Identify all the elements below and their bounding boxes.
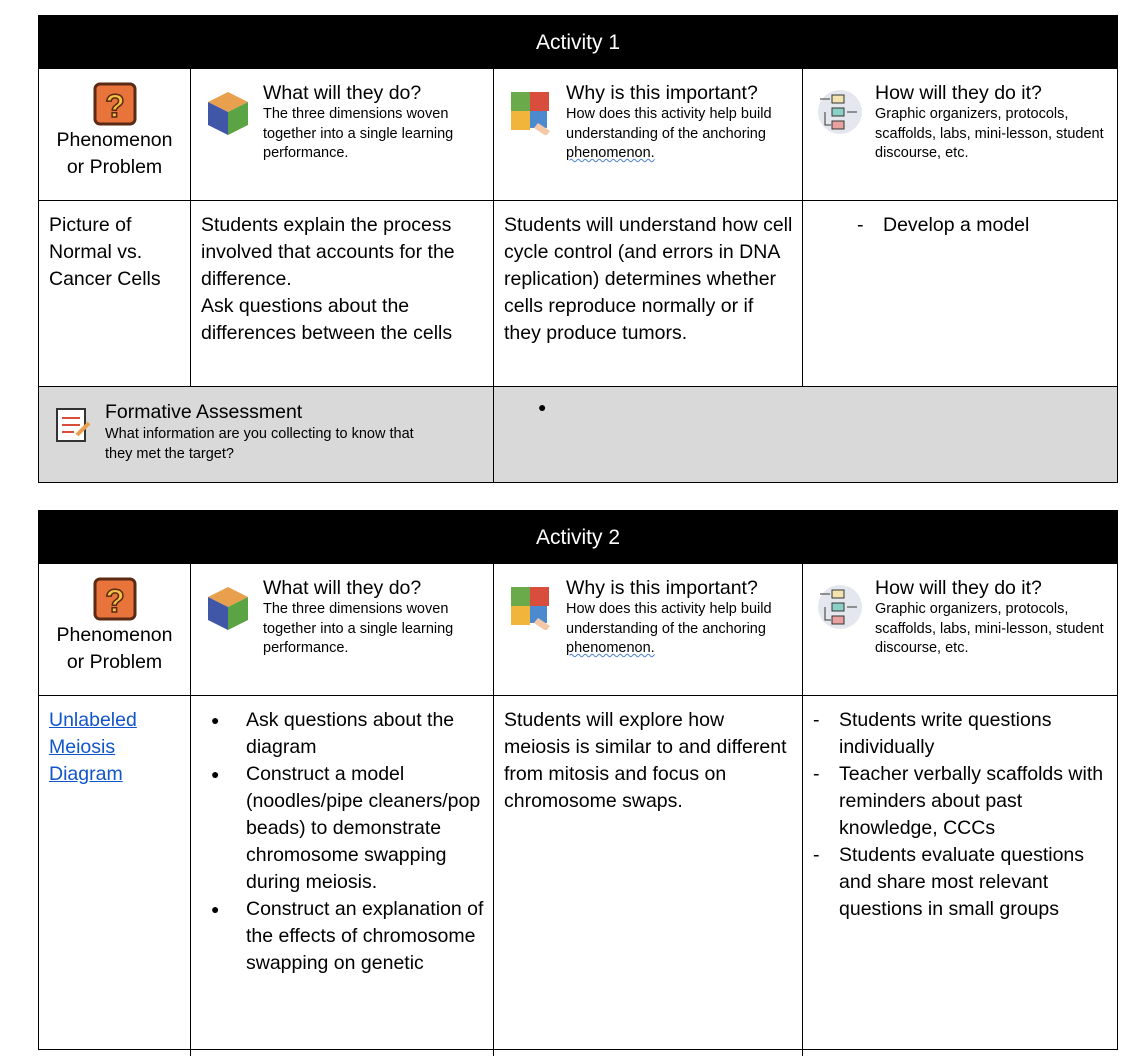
activity-title: Activity 2	[39, 511, 1117, 563]
activity-title: Activity 1	[39, 16, 1117, 68]
what-subtitle: The three dimensions woven together into a single learning performance.	[263, 601, 454, 656]
what-title: What will they do?	[263, 577, 422, 599]
why-sub-text: How does this activity help build understanding of the anchoring	[566, 601, 772, 637]
what-item: ● Ask questions about the diagram	[201, 707, 485, 761]
activity-2-table	[38, 510, 1118, 1050]
phenomenon-header: Phenomenon or Problem	[56, 624, 173, 673]
header-row	[39, 68, 1117, 200]
what-item: ● Construct a model (noodles/pipe cleaners/pop beads) to demonstrate chromosome swapping during meiosis.	[201, 761, 485, 896]
formative-assessment-row	[39, 386, 1117, 482]
question-block-icon	[92, 576, 138, 622]
formative-subtitle: What information are you collecting to know that they met the target?	[105, 426, 414, 462]
puzzle-icon	[508, 584, 554, 630]
why-cell: Students will understand how cell cycle control (and errors in DNA replication) determines whether cells reproduce normally or if they produce tumors.	[494, 201, 803, 386]
why-title: Why is this important?	[566, 577, 758, 599]
content-row	[39, 695, 1117, 1056]
why-sub-text: How does this activity help build understanding of the anchoring	[566, 106, 772, 142]
what-cell	[191, 696, 494, 1056]
what-title: What will they do?	[263, 82, 422, 104]
spellcheck-word: phenomenon.	[566, 640, 655, 656]
flowchart-icon	[817, 584, 863, 630]
why-subtitle	[566, 600, 794, 659]
question-block-icon	[92, 81, 138, 127]
what-item: ● Construct an explanation of the effects of chromosome swapping on genetic	[201, 896, 485, 977]
content-row	[39, 200, 1117, 386]
checklist-icon	[53, 405, 93, 445]
how-item: - Students evaluate questions and share most relevant questions in small groups	[813, 842, 1109, 923]
how-title: How will they do it?	[875, 577, 1042, 599]
how-item: - Teacher verbally scaffolds with reminders about past knowledge, CCCs	[813, 761, 1109, 842]
how-item: - Develop a model	[857, 212, 1109, 239]
activity-1-table	[38, 15, 1118, 483]
formative-title: Formative Assessment	[105, 401, 303, 423]
cube-icon	[205, 584, 251, 630]
what-text: Students explain the process involved that accounts for the difference.	[201, 214, 455, 290]
what-cell	[191, 201, 494, 386]
how-subtitle: Graphic organizers, protocols, scaffolds, labs, mini-lesson, student discourse, etc.	[875, 106, 1104, 161]
how-cell	[803, 201, 1117, 386]
cube-icon	[205, 89, 251, 135]
flowchart-icon	[817, 89, 863, 135]
what-text: Ask questions about the differences between the cells	[201, 295, 453, 344]
how-subtitle: Graphic organizers, protocols, scaffolds, labs, mini-lesson, student discourse, etc.	[875, 601, 1104, 656]
why-subtitle	[566, 105, 794, 164]
why-cell: Students will explore how meiosis is similar to and different from mitosis and focus on chromosome swaps.	[494, 696, 803, 1056]
why-title: Why is this important?	[566, 82, 758, 104]
formative-bullet[interactable]: ●	[538, 399, 547, 415]
meiosis-diagram-link[interactable]: Unlabeled Meiosis Diagram	[49, 709, 137, 785]
spellcheck-word: phenomenon.	[566, 145, 655, 161]
how-title: How will they do it?	[875, 82, 1042, 104]
puzzle-icon	[508, 89, 554, 135]
phenomenon-cell: Picture of Normal vs. Cancer Cells	[39, 201, 191, 386]
header-row	[39, 563, 1117, 695]
how-cell	[803, 696, 1117, 1056]
what-subtitle: The three dimensions woven together into a single learning performance.	[263, 106, 454, 161]
phenomenon-cell	[39, 696, 191, 1056]
phenomenon-header: Phenomenon or Problem	[56, 129, 173, 178]
how-item: - Students write questions individually	[813, 707, 1109, 761]
